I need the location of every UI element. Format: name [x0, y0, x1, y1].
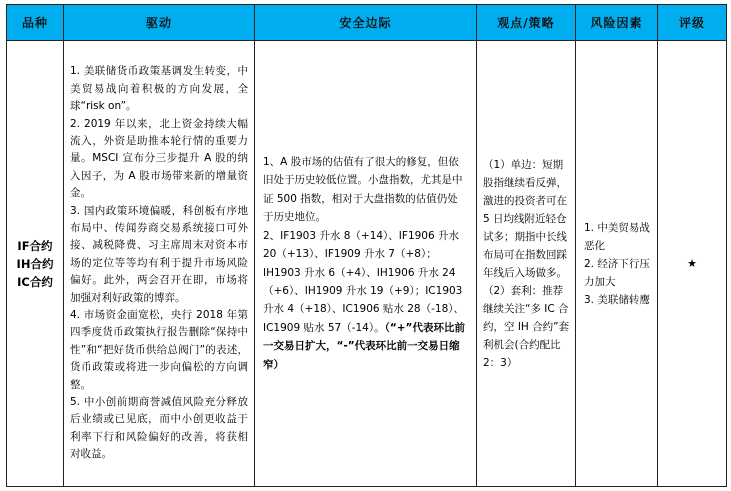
risk-item-3: 3. 美联储转鹰	[584, 293, 650, 306]
driver-item-5: 5. 中小创前期商誉减值风险充分释放后业绩或已见底，而中小创更收益于利率下行和风险偏好的改善，将获相对收益。	[70, 396, 248, 461]
risk-item-2: 2. 经济下行压力加大	[584, 257, 650, 288]
risk-item-1: 1. 中美贸易战恶化	[584, 221, 650, 252]
product-ic: IC合约	[17, 274, 53, 289]
driver-item-4: 4. 市场资金面宽松，央行 2018 年第四季度货币政策执行报告删除“保持中性”和“把好货币供给总阀门”的表述，货币政策或将进一步向偏松的方向调整。	[70, 309, 248, 391]
product-if: IF合约	[17, 238, 53, 253]
header-safety-margin: 安全边际	[255, 5, 477, 41]
product-ih: IH合约	[16, 256, 54, 271]
header-view-strategy: 观点/策略	[477, 5, 576, 41]
safety-note: （“+”代表环比前一交易日扩大，“-”代表环比前一交易日缩窄）	[263, 321, 465, 371]
driver-item-2: 2. 2019 年以来，北上资金持续大幅流入，外资是助推本轮行情的重要力量。MSCI 宣布分三步提升 A 股的纳入因子，为 A 股市场带来新的增量资金。	[70, 117, 248, 200]
table-row	[7, 41, 727, 487]
rating-star-icon: ★	[658, 41, 727, 487]
strategy-table	[6, 4, 727, 487]
header-risk-factors: 风险因素	[576, 5, 658, 41]
risk-factors-cell	[576, 41, 658, 487]
safety-margin-cell	[255, 41, 477, 487]
header-row	[7, 5, 727, 41]
header-driver: 驱动	[64, 5, 255, 41]
product-cell	[7, 41, 64, 487]
safety-main-text: 1、A 股市场的估值有了很大的修复，但依旧处于历史较低位置。小盘指数，尤其是中证 500 指数，相对于大盘指数的估值仍处于历史地位。 2、IF1903 升水 8（+14）、IF1906 升水 20（+13）、IF1909 升水 7（+8）；IH1903 升水 6（+4）、IH1906 升水 24（+6）、IH1909 升水 19（+9）；IC1903 升水 4（+18）、IC1906 贴水 28（-18）、IC1909 贴水 57（-14）。	[263, 156, 465, 334]
driver-item-3: 3. 国内政策环境偏暖，科创板有序地布局中、传闻券商交易系统接口可外接、减税降费、习主席周末对资本市场的定位等等均有利于提升市场风险偏好。此外，两会召开在即，市场将加强对利好政策的博弈。	[70, 204, 248, 304]
driver-cell	[64, 41, 255, 487]
driver-item-1: 1. 美联储货币政策基调发生转变，中美贸易战向着积极的方向发展，全球“risk on”。	[70, 65, 248, 113]
header-product: 品种	[7, 5, 64, 41]
header-rating: 评级	[658, 5, 727, 41]
view-arbitrage: （2）套利：推荐继续关注“多 IC 合约，空 IH 合约”套利机会(合约配比 2：3）	[483, 284, 570, 369]
view-strategy-cell	[477, 41, 576, 487]
view-single-side: （1）单边：短期股指继续看反弹，激进的投资者可在 5 日均线附近轻仓试多；期指中长线布局可在指数回踩年线后入场做多。	[483, 158, 567, 279]
